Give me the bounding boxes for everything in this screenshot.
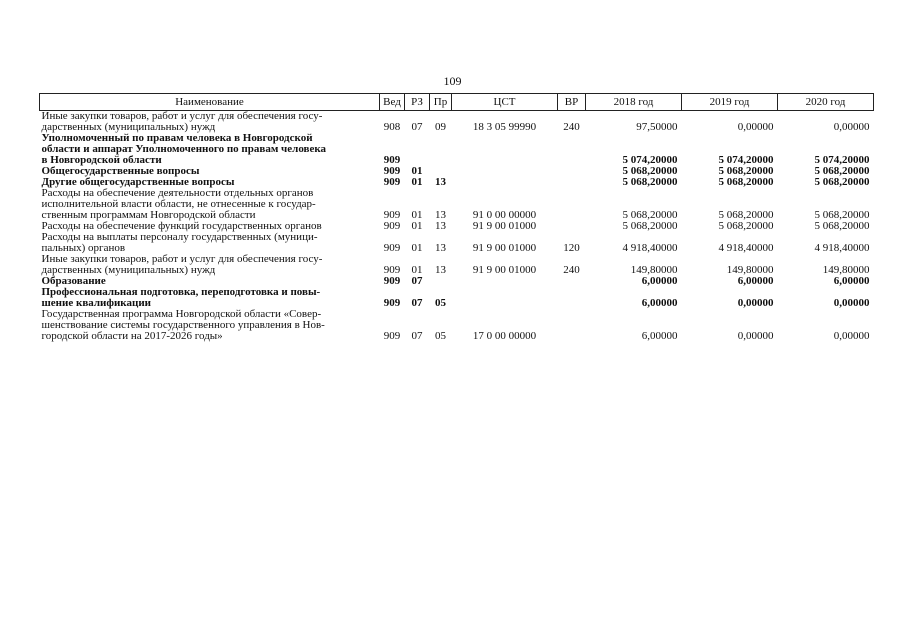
table-row	[40, 254, 874, 276]
header-cst: ЦСТ	[452, 94, 558, 111]
cell-vr	[558, 309, 586, 342]
cell-y2018: 97,50000	[636, 121, 678, 133]
cell-y2020: 0,00000	[833, 330, 870, 342]
cell-rz	[405, 133, 430, 166]
cell-rz: 01	[411, 264, 423, 276]
cell-rz: 07	[411, 275, 423, 287]
cell-y2019: 4 918,40000	[718, 242, 774, 254]
cell-vr: 120	[563, 242, 580, 254]
cell-y2020: 5 068,20000	[814, 209, 870, 221]
cell-name: Государственная программа Новгородской области «Совер- шенствование системы государственного управления в Нов- городской области на 2017-2026 годы»	[41, 308, 325, 342]
cell-vr	[558, 287, 586, 309]
cell-cst	[452, 177, 558, 188]
cell-vr: 240	[563, 121, 580, 133]
cell-y2020: 5 068,20000	[814, 176, 870, 188]
cell-name: Иные закупки товаров, работ и услуг для обеспечения госу- дарственных (муниципальных) нужд	[41, 110, 323, 133]
cell-rz: 07	[411, 121, 423, 133]
table-row	[40, 111, 874, 134]
cell-y2019: 5 068,20000	[718, 165, 774, 177]
header-2019: 2019 год	[682, 94, 778, 111]
cell-y2019: 5 068,20000	[718, 220, 774, 232]
cell-y2019: 6,00000	[737, 275, 774, 287]
cell-y2020: 5 074,20000	[814, 154, 870, 166]
cell-vr	[558, 276, 586, 287]
header-vr: ВР	[558, 94, 586, 111]
cell-vr	[558, 221, 586, 232]
table-row	[40, 188, 874, 221]
cell-y2018: 5 068,20000	[622, 176, 678, 188]
cell-rz: 07	[411, 330, 423, 342]
cell-vr	[558, 177, 586, 188]
table-row	[40, 309, 874, 342]
cell-ved: 909	[383, 264, 401, 276]
table-row	[40, 287, 874, 309]
cell-pr: 09	[435, 121, 446, 133]
cell-pr: 13	[435, 220, 446, 232]
cell-y2019: 5 074,20000	[718, 154, 774, 166]
cell-name: Уполномоченный по правам человека в Новгородской области и аппарат Уполномоченного по правам человека в Новгородской области	[41, 132, 327, 166]
cell-ved: 909	[383, 154, 401, 166]
cell-y2020: 6,00000	[833, 275, 870, 287]
cell-y2018: 6,00000	[641, 297, 678, 309]
cell-y2018: 4 918,40000	[622, 242, 678, 254]
cell-name: Профессиональная подготовка, переподготовка и повы- шение квалификации	[41, 286, 321, 309]
cell-cst	[452, 166, 558, 177]
cell-y2019: 0,00000	[737, 297, 774, 309]
cell-name: Расходы на обеспечение функций государственных органов	[41, 220, 322, 232]
header-2020: 2020 год	[778, 94, 874, 111]
cell-rz: 01	[411, 165, 423, 177]
cell-rz: 01	[411, 209, 423, 221]
cell-y2020: 5 068,20000	[814, 165, 870, 177]
cell-cst: 91 0 00 00000	[472, 209, 537, 221]
cell-cst: 17 0 00 00000	[472, 330, 537, 342]
cell-rz: 07	[411, 297, 423, 309]
cell-pr: 13	[435, 176, 446, 188]
header-rz: РЗ	[405, 94, 430, 111]
page-number: 109	[443, 74, 462, 88]
cell-rz: 01	[411, 220, 423, 232]
cell-pr: 13	[435, 264, 446, 276]
cell-y2019: 149,80000	[726, 264, 774, 276]
cell-ved: 909	[383, 176, 401, 188]
table-header-row	[40, 94, 874, 111]
header-2018: 2018 год	[586, 94, 682, 111]
cell-y2018: 5 068,20000	[622, 220, 678, 232]
cell-ved: 909	[383, 330, 401, 342]
cell-name: Иные закупки товаров, работ и услуг для обеспечения госу- дарственных (муниципальных) нужд	[41, 253, 323, 276]
cell-name: Другие общегосударственные вопросы	[41, 176, 235, 188]
cell-y2020: 4 918,40000	[814, 242, 870, 254]
cell-y2018: 5 074,20000	[622, 154, 678, 166]
cell-name: Образование	[41, 275, 106, 287]
cell-cst	[452, 133, 558, 166]
budget-table	[39, 93, 874, 342]
cell-pr: 05	[435, 330, 446, 342]
cell-ved: 909	[383, 209, 401, 221]
cell-ved: 909	[383, 275, 401, 287]
cell-cst: 91 9 00 01000	[472, 264, 537, 276]
cell-y2020: 0,00000	[833, 121, 870, 133]
cell-y2020: 149,80000	[822, 264, 870, 276]
cell-vr	[558, 188, 586, 221]
table-row	[40, 133, 874, 166]
cell-ved: 909	[383, 165, 401, 177]
cell-pr: 13	[435, 242, 446, 254]
cell-y2020: 5 068,20000	[814, 220, 870, 232]
cell-name: Расходы на обеспечение деятельности отдельных органов исполнительной власти области, не отнесенные к государ- ственным программам Новгородской области	[41, 187, 316, 221]
header-pr: Пр	[430, 94, 452, 111]
cell-name: Общегосударственные вопросы	[41, 165, 200, 177]
cell-pr: 05	[435, 297, 446, 309]
header-name: Наименование	[40, 94, 380, 111]
cell-y2018: 149,80000	[630, 264, 678, 276]
cell-rz: 01	[411, 176, 423, 188]
cell-pr	[430, 133, 452, 166]
cell-y2019: 0,00000	[737, 330, 774, 342]
cell-ved: 909	[383, 220, 401, 232]
cell-cst: 91 9 00 01000	[472, 220, 537, 232]
cell-cst: 91 9 00 01000	[472, 242, 537, 254]
cell-vr	[558, 166, 586, 177]
cell-rz: 01	[411, 242, 423, 254]
header-ved: Вед	[380, 94, 405, 111]
cell-pr: 13	[435, 209, 446, 221]
cell-ved: 908	[383, 121, 401, 133]
cell-ved: 909	[383, 242, 401, 254]
cell-cst: 18 3 05 99990	[472, 121, 537, 133]
cell-cst	[452, 276, 558, 287]
cell-y2020: 0,00000	[833, 297, 870, 309]
table-row	[40, 232, 874, 254]
cell-y2018: 6,00000	[641, 275, 678, 287]
cell-y2019: 0,00000	[737, 121, 774, 133]
cell-y2019: 5 068,20000	[718, 209, 774, 221]
table-body	[40, 111, 874, 343]
cell-y2018: 5 068,20000	[622, 165, 678, 177]
cell-y2018: 5 068,20000	[622, 209, 678, 221]
cell-vr	[558, 133, 586, 166]
cell-name: Расходы на выплаты персоналу государственных (муници- пальных) органов	[41, 231, 318, 254]
cell-y2019: 5 068,20000	[718, 176, 774, 188]
cell-vr: 240	[563, 264, 580, 276]
cell-pr	[430, 276, 452, 287]
cell-ved: 909	[383, 297, 401, 309]
cell-y2018: 6,00000	[641, 330, 678, 342]
cell-cst	[452, 287, 558, 309]
